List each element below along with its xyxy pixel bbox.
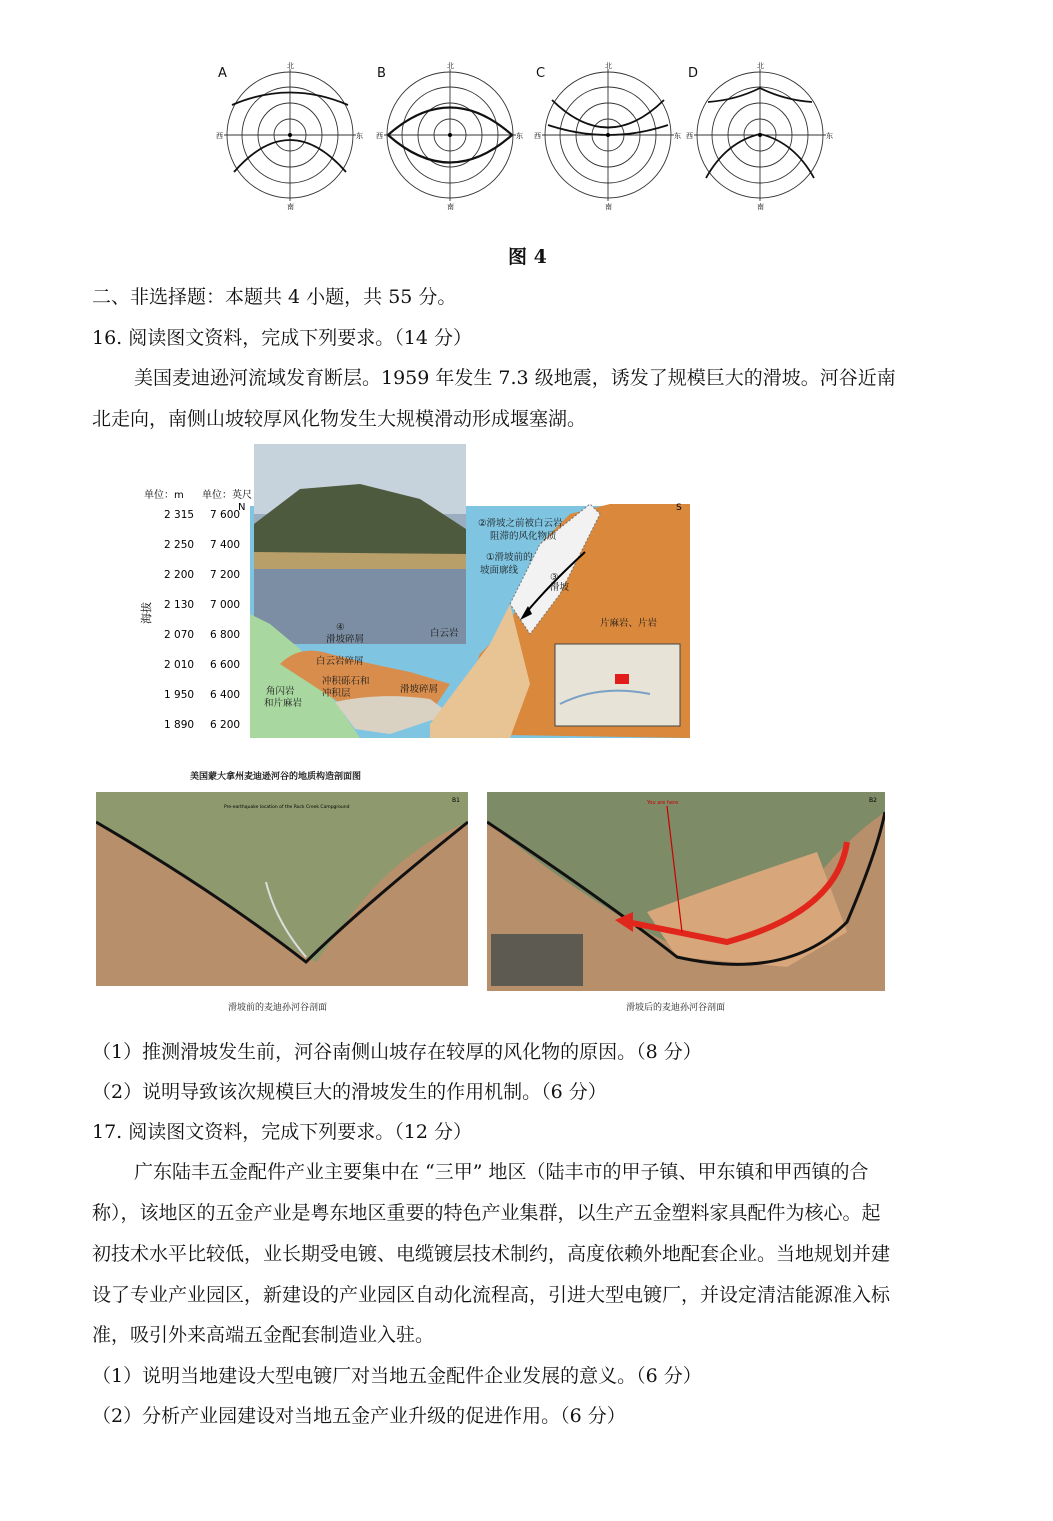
polar-diagram-b <box>376 60 524 210</box>
label-3: ③ <box>550 572 559 583</box>
q16-title: 16. 阅读图文资料，完成下列要求。（14 分） <box>92 327 472 349</box>
q17-line-5: 准，吸引外来高端五金配套制造业入驻。 <box>92 1324 435 1346</box>
svg-text:7 000: 7 000 <box>210 599 241 611</box>
svg-text:6 800: 6 800 <box>210 629 241 641</box>
east-mark: 东 <box>674 132 681 140</box>
label-slide: 滑坡 <box>550 582 570 593</box>
label-dolomite: 白云岩 <box>430 628 459 639</box>
figure-4-caption: 图 4 <box>508 246 547 268</box>
q16-sub-1: （1）推测滑坡发生前，河谷南侧山坡存在较厚的风化物的原因。（8 分） <box>92 1041 702 1063</box>
q17-line-2: 称），该地区的五金产业是粤东地区重要的特色产业集群，以生产五金塑料家具配件为核心。起 <box>92 1202 881 1224</box>
panel-b1-tag: B1 <box>452 797 460 804</box>
west-mark: 西 <box>686 132 693 140</box>
label-dolomite-debris: 白云岩碎屑 <box>316 656 364 667</box>
north-mark: 北 <box>287 62 294 70</box>
svg-text:7 200: 7 200 <box>210 569 241 581</box>
svg-text:2 010: 2 010 <box>164 659 195 671</box>
label-weathered-before-2: 阻滞的风化物质 <box>490 531 557 542</box>
west-mark: 西 <box>376 132 383 140</box>
south-mark: 南 <box>287 203 294 210</box>
q17-title: 17. 阅读图文资料，完成下列要求。（12 分） <box>92 1121 472 1143</box>
north-mark: 北 <box>757 62 764 70</box>
geologic-cross-section <box>130 444 690 744</box>
svg-text:6 200: 6 200 <box>210 719 241 731</box>
panel-b2-tag: B2 <box>869 797 877 804</box>
label-amphibolite-2: 和片麻岩 <box>264 698 303 709</box>
q16-text-line-1: 美国麦迪逊河流域发育断层。1959 年发生 7.3 级地震，诱发了规模巨大的滑坡。河谷近南 <box>134 367 896 389</box>
svg-text:6 600: 6 600 <box>210 659 241 671</box>
svg-text:6 400: 6 400 <box>210 689 241 701</box>
section-2-heading: 二、非选择题：本题共 4 小题，共 55 分。 <box>92 286 457 308</box>
after-caption: 滑坡后的麦迪孙河谷剖面 <box>626 1003 726 1013</box>
east-mark: 东 <box>516 132 523 140</box>
south-label: S <box>676 503 682 513</box>
north-mark: 北 <box>605 62 612 70</box>
panel-b2-note: You are here <box>647 800 679 806</box>
label-alluvium-2: 冲积层 <box>322 688 351 699</box>
svg-text:7 600: 7 600 <box>210 509 241 521</box>
east-mark: 东 <box>826 132 833 140</box>
panel-c-label: C <box>536 66 546 81</box>
svg-text:2 315: 2 315 <box>164 509 195 521</box>
q16-text-line-2: 北走向，南侧山坡较厚风化物发生大规模滑动形成堰塞湖。 <box>92 408 587 430</box>
west-mark: 西 <box>216 132 223 140</box>
panel-d-label: D <box>688 66 699 81</box>
q17-sub-1: （1）说明当地建设大型电镀厂对当地五金配件企业发展的意义。（6 分） <box>92 1365 702 1387</box>
polar-diagram-a <box>216 60 364 210</box>
west-mark: 西 <box>534 132 541 140</box>
valley-before-panel <box>96 792 468 986</box>
polar-diagram-d <box>686 60 834 210</box>
south-mark: 南 <box>757 203 764 210</box>
valley-after-panel <box>487 792 885 991</box>
label-slope-profile-2: 坡面廓线 <box>480 565 519 576</box>
label-weathered-before: ②滑坡之前被白云岩 <box>478 518 563 529</box>
before-caption: 滑坡前的麦迪孙河谷剖面 <box>228 1003 328 1013</box>
unit-m-label: 单位：m <box>144 490 184 501</box>
south-mark: 南 <box>605 203 612 210</box>
panel-b-label: B <box>377 66 386 81</box>
q17-line-1: 广东陆丰五金配件产业主要集中在 “三甲” 地区（陆丰市的甲子镇、甲东镇和甲西镇的合 <box>134 1161 869 1183</box>
label-4: ④ <box>336 622 345 633</box>
label-schist: 片麻岩、片岩 <box>600 618 658 629</box>
q17-line-3: 初技术水平比较低，业长期受电镀、电缆镀层技术制约，高度依赖外地配套企业。当地规划并建 <box>92 1243 891 1265</box>
q17-sub-2: （2）分析产业园建设对当地五金产业升级的促进作用。（6 分） <box>92 1405 626 1427</box>
label-slide-debris-1: 滑坡碎屑 <box>326 634 365 645</box>
panel-a-label: A <box>218 66 227 81</box>
svg-text:2 130: 2 130 <box>164 599 195 611</box>
q17-line-4: 设了专业产业园区，新建设的产业园区自动化流程高，引进大型电镀厂，并设定清洁能源准入标 <box>92 1284 891 1306</box>
location-map-inset <box>555 644 680 726</box>
elevation-axis-label: 海拔 <box>140 602 153 624</box>
svg-text:2 200: 2 200 <box>164 569 195 581</box>
east-mark: 东 <box>356 132 363 140</box>
north-label: N <box>238 502 246 513</box>
svg-text:2 070: 2 070 <box>164 629 195 641</box>
unit-ft-label: 单位：英尺 <box>202 490 252 501</box>
label-amphibolite: 角闪岩 <box>266 686 295 697</box>
polar-diagram-c <box>534 60 682 210</box>
south-mark: 南 <box>447 203 454 210</box>
panel-b1-note: Pre-earthquake location of the Rock Creek Campground <box>224 805 350 810</box>
svg-text:7 400: 7 400 <box>210 539 241 551</box>
label-slope-profile: ①滑坡前的 <box>486 552 533 563</box>
cross-section-caption: 美国蒙大拿州麦迪逊河谷的地质构造剖面图 <box>190 772 362 782</box>
elevation-ticks <box>164 509 240 731</box>
svg-text:1 890: 1 890 <box>164 719 195 731</box>
valley-photo <box>254 444 466 644</box>
svg-text:2 250: 2 250 <box>164 539 195 551</box>
svg-text:1 950: 1 950 <box>164 689 195 701</box>
q16-sub-2: （2）说明导致该次规模巨大的滑坡发生的作用机制。（6 分） <box>92 1081 607 1103</box>
label-slide-debris-2: 滑坡碎屑 <box>400 684 439 695</box>
north-mark: 北 <box>447 62 454 70</box>
label-alluvium: 冲积砾石和 <box>322 676 370 687</box>
